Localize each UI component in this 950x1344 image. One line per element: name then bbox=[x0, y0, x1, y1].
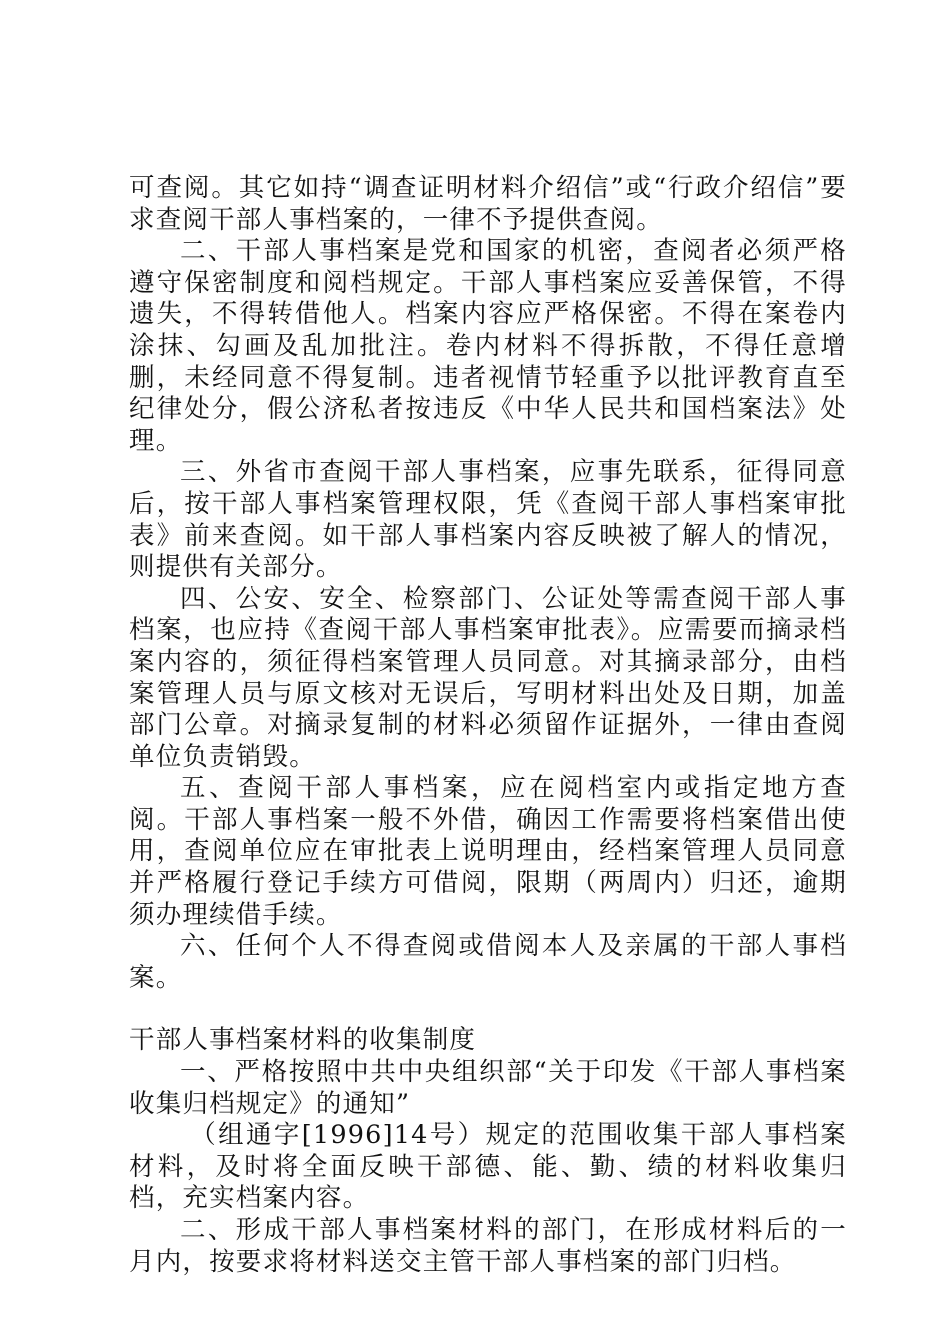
section-paragraph-reference: （组通字[1996]14号）规定的范围收集干部人事档案材料，及时将全面反映干部德、能、勤、绩的材料收集归档，充实档案内容。 bbox=[129, 1120, 847, 1214]
section-paragraph-2: 二、形成干部人事档案材料的部门，在形成材料后的一月内，按要求将材料送交主管干部人事档案的部门归档。 bbox=[129, 1215, 847, 1277]
paragraph-continuation: 可查阅。其它如持“调查证明材料介绍信”或“行政介绍信”要求查阅干部人事档案的，一律不予提供查阅。 bbox=[129, 173, 847, 235]
paragraph-item-3: 三、外省市查阅干部人事档案，应事先联系，征得同意后，按干部人事档案管理权限，凭《查阅干部人事档案审批表》前来查阅。如干部人事档案内容反映被了解人的情况，则提供有关部分。 bbox=[129, 457, 847, 583]
paragraph-item-6: 六、任何个人不得查阅或借阅本人及亲属的干部人事档案。 bbox=[129, 931, 847, 993]
paragraph-item-5: 五、查阅干部人事档案，应在阅档室内或指定地方查阅。干部人事档案一般不外借，确因工作需要将档案借出使用，查阅单位应在审批表上说明理由，经档案管理人员同意并严格履行登记手续方可借阅，限期（两周内）归还，逾期须办理续借手续。 bbox=[129, 773, 847, 930]
section-title: 干部人事档案材料的收集制度 bbox=[129, 1025, 477, 1056]
paragraph-item-4: 四、公安、安全、检察部门、公证处等需查阅干部人事档案，也应持《查阅干部人事档案审批表》。应需要而摘录档案内容的，须征得档案管理人员同意。对其摘录部分，由档案管理人员与原文核对无误后，写明材料出处及日期，加盖部门公章。对摘录复制的材料必须留作证据外，一律由查阅单位负责销毁。 bbox=[129, 583, 847, 772]
paragraph-item-2: 二、干部人事档案是党和国家的机密，查阅者必须严格遵守保密制度和阅档规定。干部人事档案应妥善保管，不得遗失，不得转借他人。档案内容应严格保密。不得在案卷内涂抹、勾画及乱加批注。卷内材料不得拆散，不得任意增删，未经同意不得复制。违者视情节轻重予以批评教育直至纪律处分，假公济私者按违反《中华人民共和国档案法》处理。 bbox=[129, 236, 847, 456]
document-body bbox=[129, 173, 847, 1278]
section-paragraph-1: 一、严格按照中共中央组织部“关于印发《干部人事档案收集归档规定》的通知” bbox=[129, 1057, 847, 1119]
